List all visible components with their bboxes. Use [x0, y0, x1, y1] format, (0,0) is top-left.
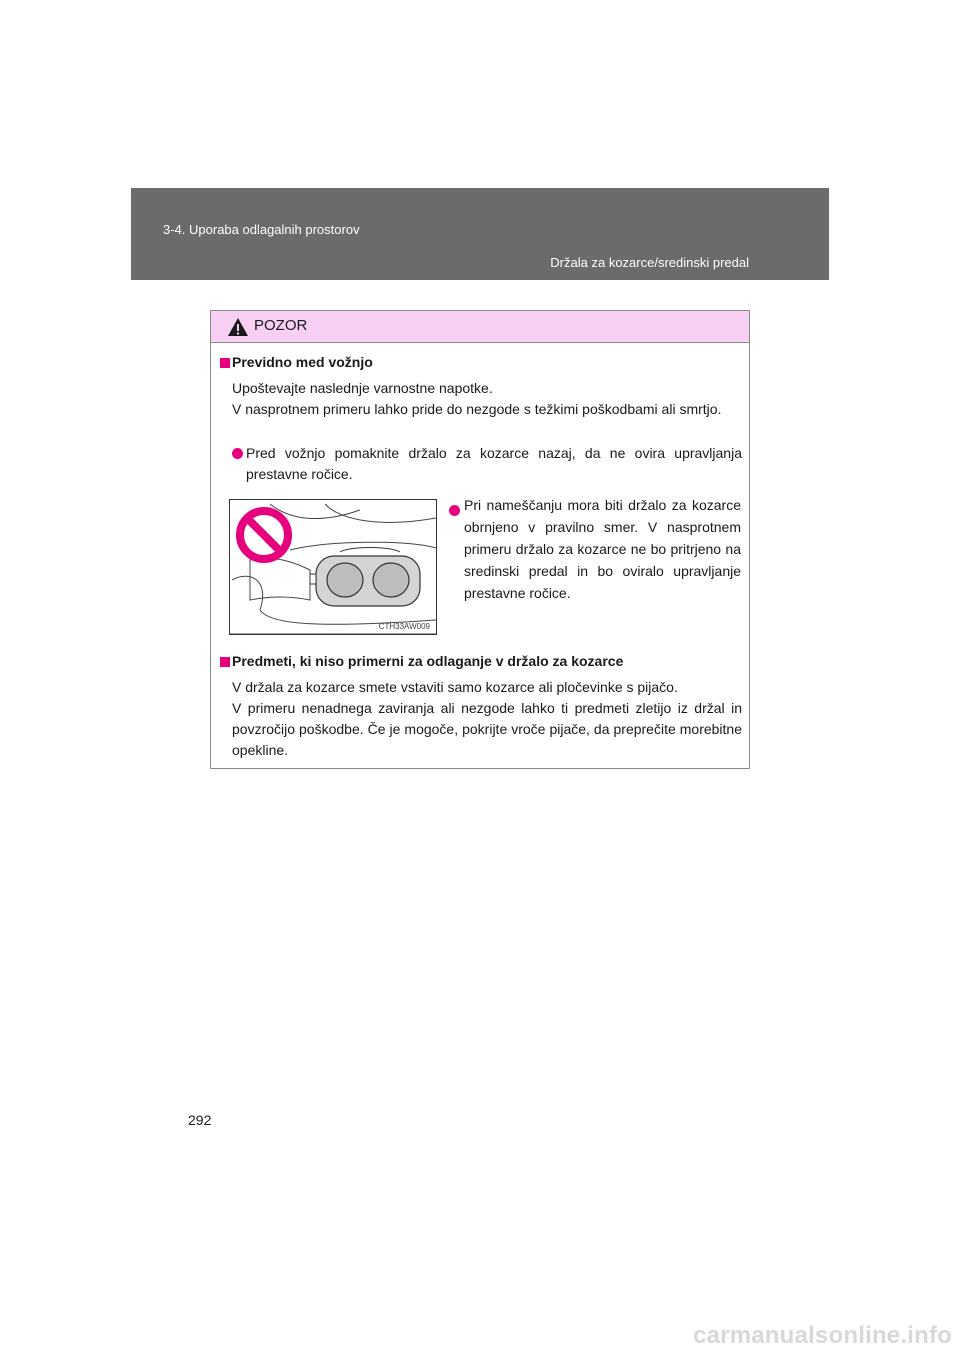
section-heading-unsuitable-items: Predmeti, ki niso primerni za odlaganje v držalo za kozarce — [232, 653, 624, 669]
caution-box — [210, 310, 750, 769]
page-number: 292 — [188, 1112, 212, 1128]
section-marker-icon — [220, 657, 230, 667]
prohibited-icon — [235, 506, 293, 564]
bullet-dot-icon — [232, 448, 243, 459]
illustration-code: CTH33AW009 — [378, 622, 430, 631]
bullet-dot-icon — [449, 505, 460, 516]
section-title: 3-4. Uporaba odlagalnih prostorov — [163, 222, 360, 237]
bullet-orientation: Pri nameščanju mora biti držalo za kozarce obrnjeno v pravilno smer. V nasprotnem primeru držalo za kozarce ne bo pritrjeno na sredinski predal in bo oviralo upravljanje prestavne ročice. — [464, 497, 741, 601]
page-subtitle: Držala za kozarce/sredinski predal — [550, 255, 749, 270]
intro-line-1: Upoštevajte naslednje varnostne napotke. — [232, 380, 493, 396]
unsuitable-line-2: V primeru nenadnega zaviranja ali nezgode lahko ti predmeti zletijo iz držal in povzročijo poškodbe. Če je mogoče, pokrijte vroče pijače, da preprečite morebitne opekline. — [232, 700, 742, 758]
section-heading-driving: Previdno med vožnjo — [232, 354, 373, 370]
cup-holder-illustration — [229, 499, 437, 635]
unsuitable-line-1: V držala za kozarce smete vstaviti samo kozarce ali pločevinke s pijačo. — [232, 679, 678, 695]
bullet-move-holder: Pred vožnjo pomaknite držalo za kozarce nazaj, da ne ovira upravljanja prestavne ročice. — [246, 445, 742, 482]
intro-line-2: V nasprotnem primeru lahko pride do nezgode s težkimi poškodbami ali smrtjo. — [232, 401, 722, 417]
caution-label: POZOR — [254, 317, 308, 334]
section-marker-icon — [220, 358, 230, 368]
caution-header — [211, 311, 749, 343]
footer-watermark: carmanualsonline.info — [693, 1322, 952, 1349]
warning-triangle-icon — [227, 317, 249, 337]
page-header — [131, 188, 829, 280]
